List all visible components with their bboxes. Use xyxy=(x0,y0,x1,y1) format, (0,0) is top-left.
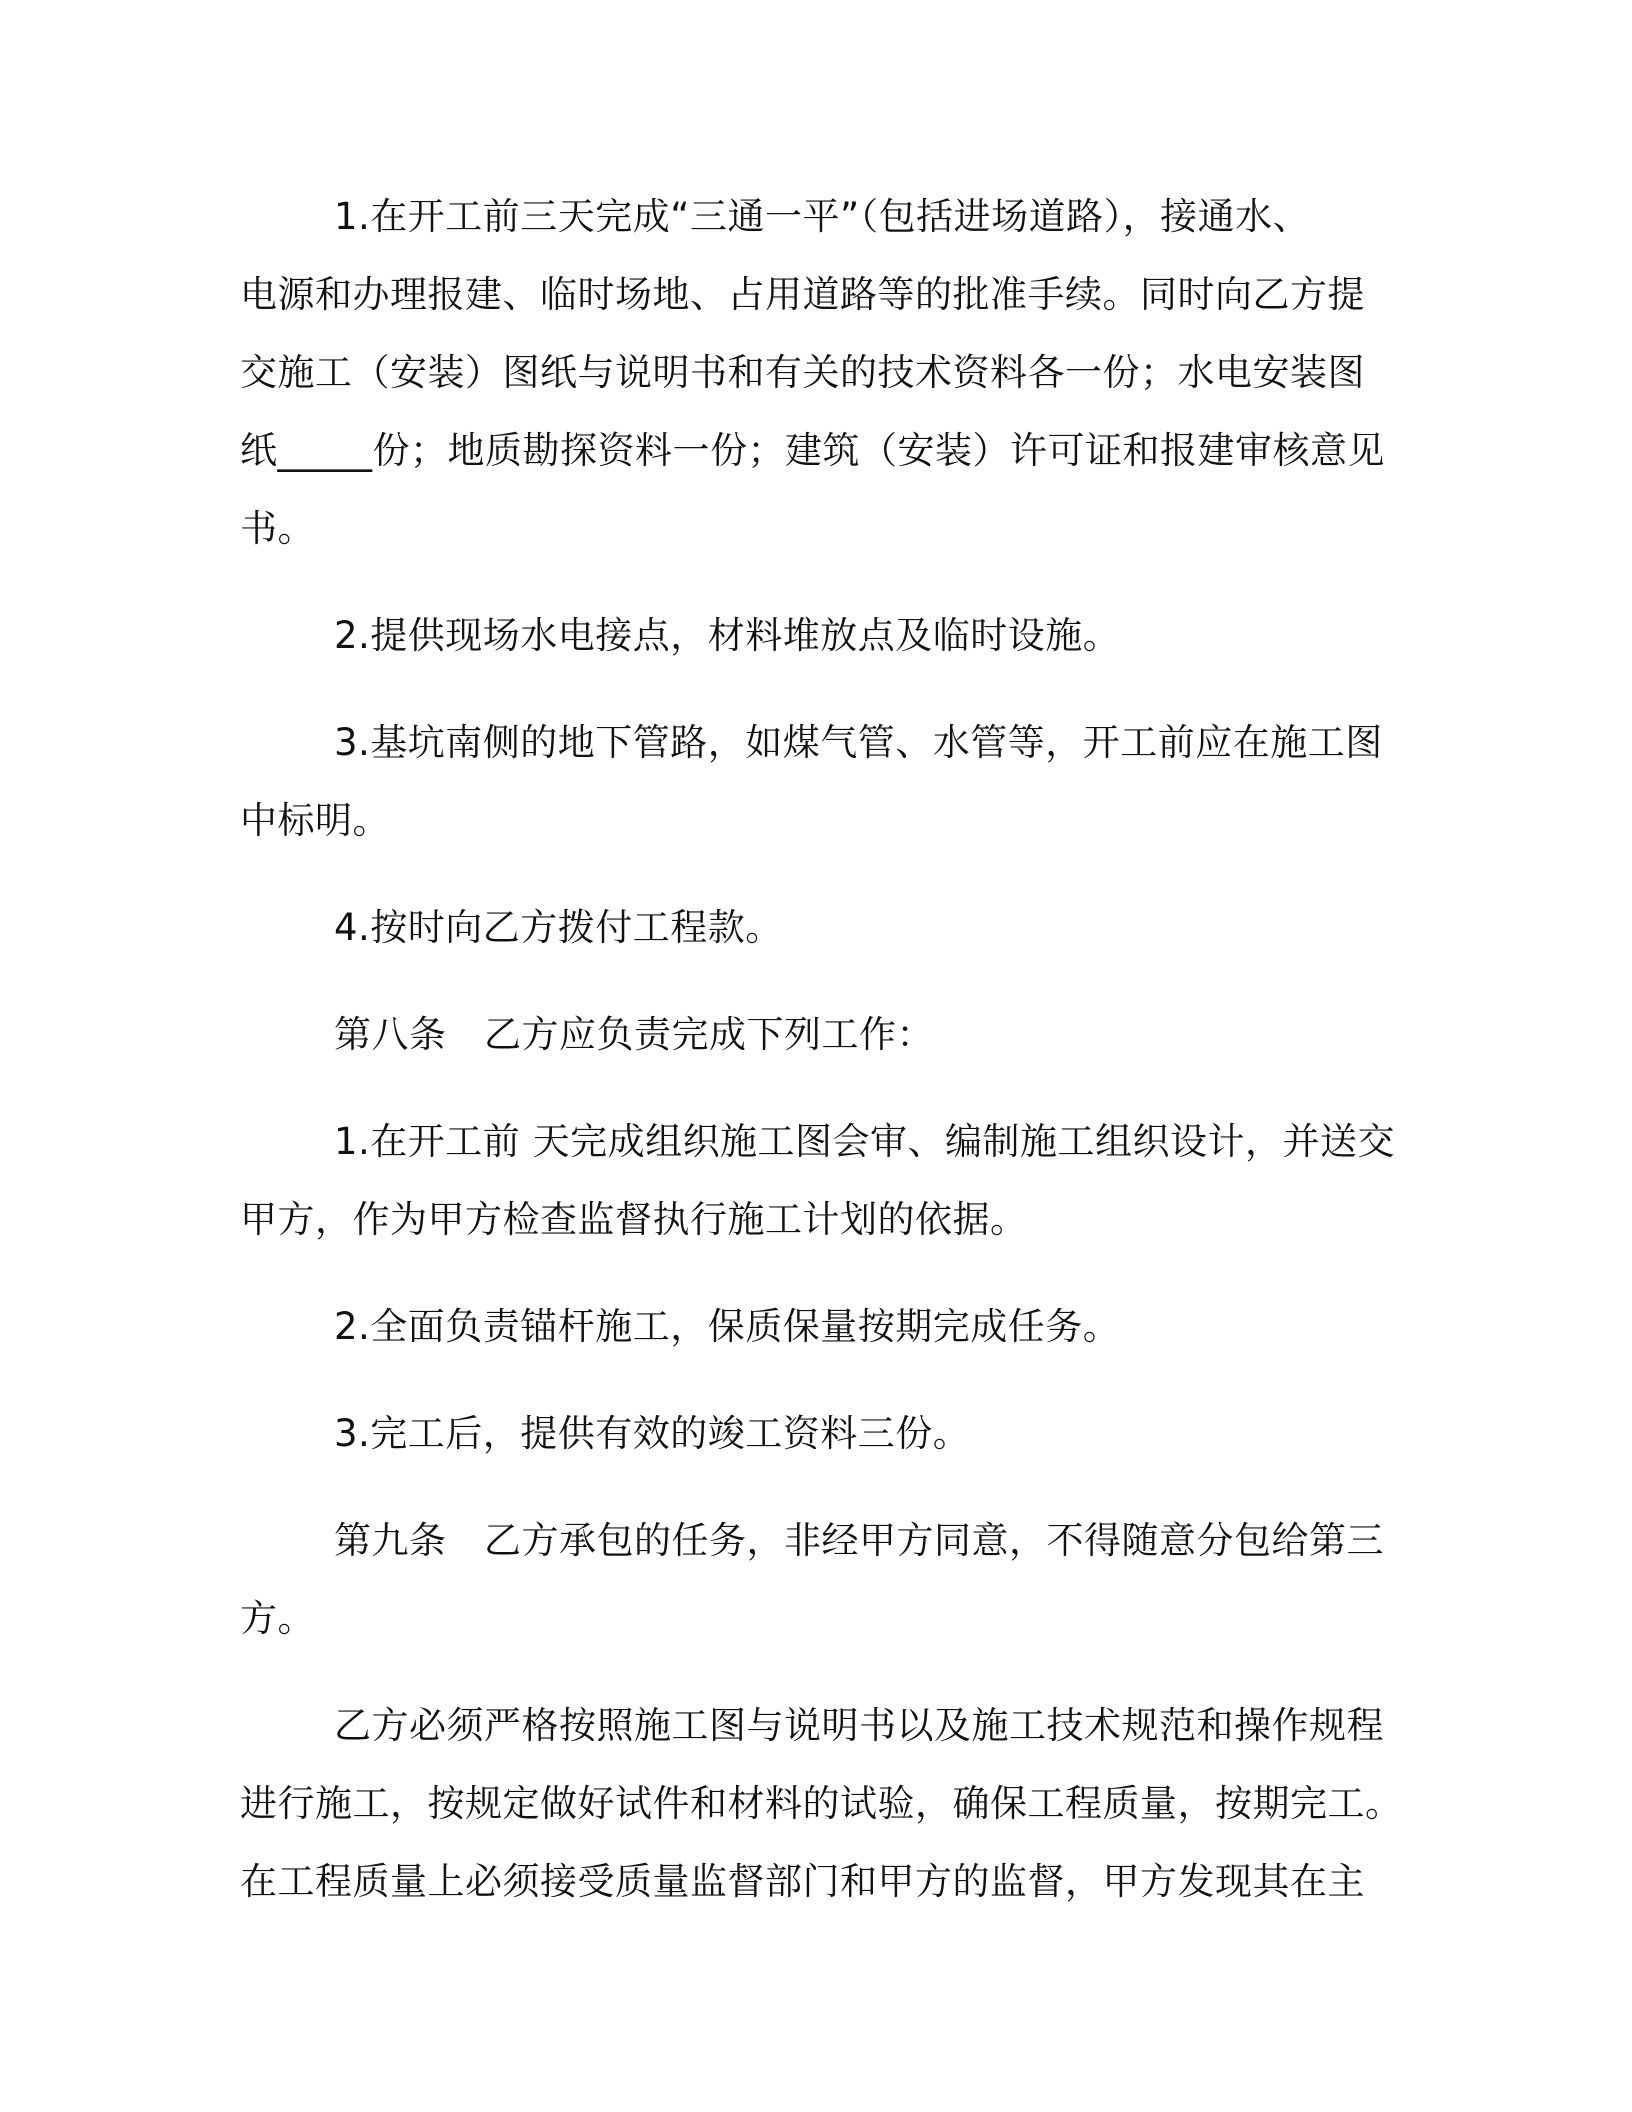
text-line: 纸_____份；地质勘探资料一份；建筑（安装）许可证和报建审核意见 xyxy=(240,429,1385,472)
text-line: 4.按时向乙方拨付工程款。 xyxy=(334,906,783,949)
text-line: 在工程质量上必须接受质量监督部门和甲方的监督，甲方发现其在主 xyxy=(240,1860,1365,1903)
paragraph-party-b-duty-3 xyxy=(240,1395,1390,1473)
article-8-heading xyxy=(240,996,1390,1074)
paragraph-quality-requirements xyxy=(240,1687,1403,1921)
text-line: 2.提供现场水电接点，材料堆放点及临时设施。 xyxy=(334,614,1121,657)
text-line: 电源和办理报建、临时场地、占用道路等的批准手续。同时向乙方提 xyxy=(240,273,1365,316)
text-line: 乙方必须严格按照施工图与说明书以及施工技术规范和操作规程 xyxy=(334,1704,1384,1747)
text-line: 3.基坑南侧的地下管路，如煤气管、水管等，开工前应在施工图 xyxy=(334,721,1383,764)
paragraph-party-a-duty-3 xyxy=(240,704,1390,860)
text-line: 第九条 乙方承包的任务，非经甲方同意，不得随意分包给第三 xyxy=(334,1519,1384,1562)
text-line: 甲方，作为甲方检查监督执行施工计划的依据。 xyxy=(240,1198,1028,1241)
text-line: 书。 xyxy=(240,507,315,550)
paragraph-party-a-duty-2 xyxy=(240,597,1390,675)
text-line: 中标明。 xyxy=(240,799,390,842)
text-line: 2.全面负责锚杆施工，保质保量按期完成任务。 xyxy=(334,1305,1121,1348)
text-line: 第八条 乙方应负责完成下列工作： xyxy=(334,1013,934,1056)
text-line: 方。 xyxy=(240,1597,315,1640)
text-line: 进行施工，按规定做好试件和材料的试验，确保工程质量，按期完工。 xyxy=(240,1782,1403,1825)
paragraph-party-a-duty-4 xyxy=(240,889,1390,967)
document-body xyxy=(240,178,1403,1950)
paragraph-party-b-duty-1 xyxy=(240,1103,1396,1259)
text-line: 交施工（安装）图纸与说明书和有关的技术资料各一份；水电安装图 xyxy=(240,351,1365,394)
text-line: 3.完工后，提供有效的竣工资料三份。 xyxy=(334,1412,971,1455)
text-line: 1.在开工前三天完成“三通一平”（包括进场道路），接通水、 xyxy=(334,195,1311,238)
text-line: 1.在开工前 天完成组织施工图会审、编制施工组织设计，并送交 xyxy=(334,1120,1396,1163)
article-9-paragraph xyxy=(240,1502,1390,1658)
paragraph-party-a-duty-1 xyxy=(240,178,1390,568)
paragraph-party-b-duty-2 xyxy=(240,1288,1390,1366)
